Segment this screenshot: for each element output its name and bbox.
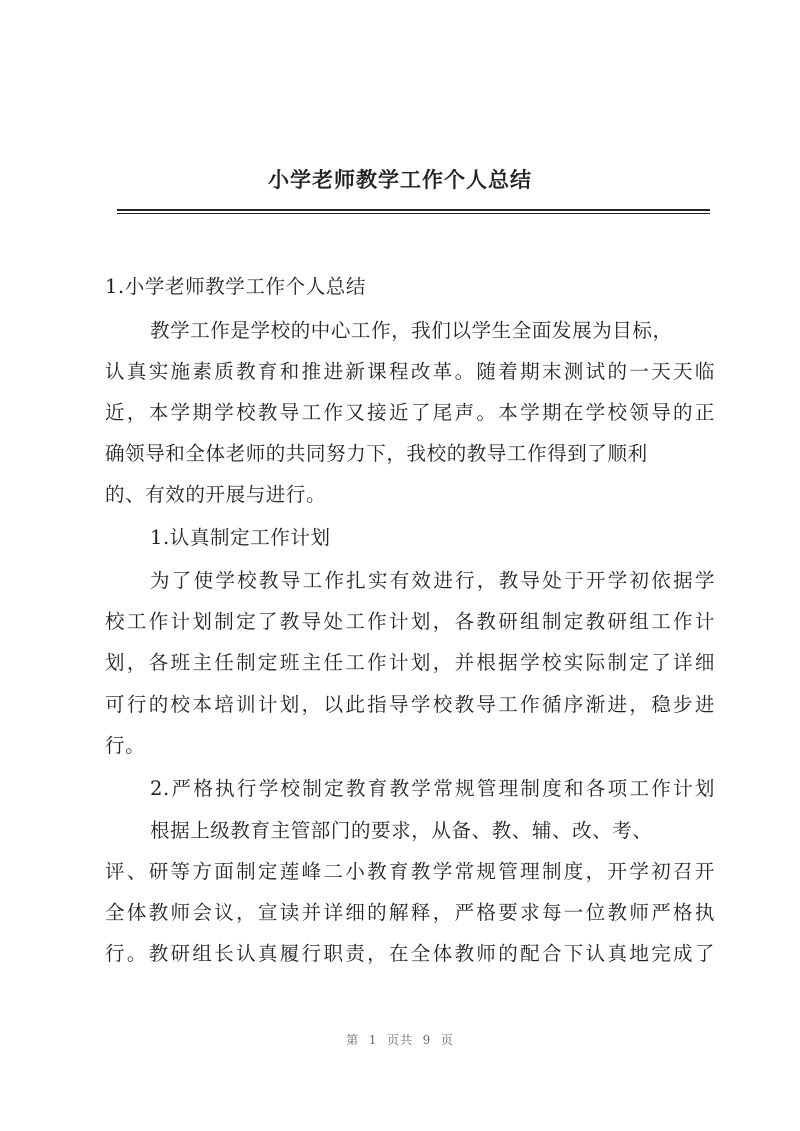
paragraph-line: 全体教师会议，宣读并详细的解释，严格要求每一位教师严格执 [105,901,715,924]
paragraph-line: 行。教研组长认真履行职责，在全体教师的配合下认真地完成了 [105,942,715,965]
paragraph-line: 确领导和全体老师的共同努力下，我校的教导工作得到了顺利 [105,442,648,465]
subheading: 1.认真制定工作计划 [150,526,331,549]
section-heading: 1.小学老师教学工作个人总结 [105,275,367,298]
page-title: 小学老师教学工作个人总结 [268,167,532,192]
title-divider-thick [117,209,710,211]
paragraph-line: 认真实施素质教育和推进新课程改革。随着期末测试的一天天临 [105,360,715,383]
paragraph-line: 评、研等方面制定莲峰二小教育教学常规管理制度，开学初召开 [105,860,715,883]
subheading: 2.严格执行学校制定教育教学常规管理制度和各项工作计划 [150,777,715,800]
page-number: 第 1 页共 9 页 [346,1033,454,1047]
paragraph-line: 近，本学期学校教导工作又接近了尾声。本学期在学校领导的正 [105,401,715,424]
paragraph-line: 根据上级教育主管部门的要求，从备、教、辅、改、考、 [150,819,653,842]
title-divider [117,209,710,214]
paragraph-line: 校工作计划制定了教导处工作计划，各教研组制定教研组工作计 [105,610,715,633]
paragraph-line: 可行的校本培训计划，以此指导学校教导工作循序渐进，稳步进 [105,693,715,716]
title-divider-thin [117,213,710,214]
paragraph-line: 教学工作是学校的中心工作，我们以学生全面发展为目标， [150,319,673,342]
paragraph-line: 行。 [105,734,146,757]
paragraph-line: 为了使学校教导工作扎实有效进行，教导处于开学初依据学 [150,569,715,592]
paragraph-line: 划，各班主任制定班主任工作计划，并根据学校实际制定了详细 [105,651,715,674]
paragraph-line: 的、有效的开展与进行。 [105,483,327,506]
